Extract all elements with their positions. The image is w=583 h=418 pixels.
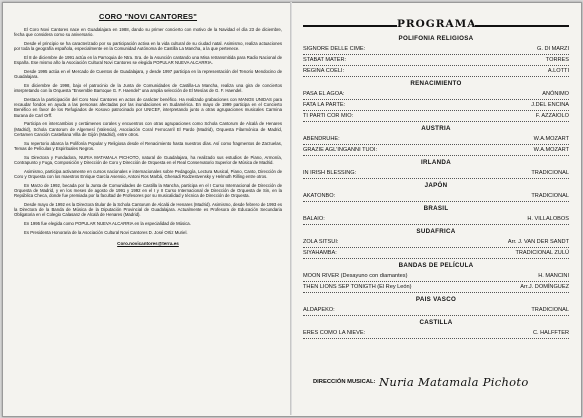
composer: G. DI MARZI: [536, 46, 569, 52]
bio-paragraph: En diciembre de 1998, bajo el patrocinio de la Junta de Comunidades de Castilla-La Mancha, realiza una gira de conciertos interpretando con la Orquesta "Ensemble Barroque G. F. Haendel" una amplia selección de El Mesías de G. F. Haendel.: [14, 83, 282, 94]
program-item: [303, 282, 569, 293]
section-heading: BRASIL: [423, 205, 449, 212]
program-item: [303, 145, 569, 156]
bio-text: [14, 27, 282, 235]
work-title: ZOLA SITSUI:: [303, 239, 339, 245]
program-page: [303, 18, 569, 410]
section-heading: BANDAS DE PELÍCULA: [398, 262, 474, 269]
composer: Arr.J. DOMÍNGUEZ: [520, 284, 569, 290]
program-item: [303, 89, 569, 100]
work-title: BALAIO:: [303, 216, 325, 222]
bio-paragraph: Su Directora y Fundadora, NURIA MATAMALA PICHOTO, natural de Guadalajara, ha realizado sus estudios de Piano, Armonía, Contrapunto y Fuga, Composición y Dirección de Coro y Dirección de Orquesta en el Real Conservatorio Superior de Música de Madrid.: [14, 154, 282, 165]
director-block: [313, 375, 569, 405]
program-item: [303, 66, 569, 77]
bio-paragraph: Desde el principio se ha caracterizado por su participación activa en la vida cultural de su ciudad natal. Asimismo, realiza actuaciones por toda la geografía española, especialmente en la Comunidad Autónoma de Castilla La Mancha, a la que pertenece.: [14, 41, 282, 52]
work-title: IN IRISH BLESSING:: [303, 170, 357, 176]
bio-paragraph: El 8 de diciembre de 1991 actúa en la Parroquia de Ntra. Sra. de la Asunción cantando una Misa retransmitida para Radio Nacional de España. Ese mismo año la Asociación Cultural Novi Cantores se elegida POPULAR NUEVA ALCARRIA.: [14, 55, 282, 66]
composer: J.DEL ENCINA: [531, 102, 569, 108]
section-heading: PAIS VASCO: [415, 296, 457, 303]
title-rule-left: [303, 25, 399, 27]
bio-paragraph: El Coro Novi Cantores nace en Guadalajara en 1988, dando su primer concierto con motivo de la Navidad el día 23 de diciembre, fecha que considera como su aniversario.: [14, 27, 282, 38]
program-title: PROGRAMA: [397, 18, 477, 30]
section-heading: CASTILLA: [419, 319, 453, 326]
bio-paragraph: Su repertorio abarca la Polifonía Popular y Religiosa desde el Renacimiento hasta nuestros días. Así como fragmentos de Zarzuelas, Temas de Películas y Espirituales Negros.: [14, 140, 282, 151]
composer: ANÓNIMO: [542, 91, 569, 97]
composer: TRADICIONAL: [531, 307, 569, 313]
composer: C. HALFFTER: [532, 330, 569, 336]
title-rule-right: [473, 25, 569, 27]
work-title: ABENDRUHE:: [303, 136, 340, 142]
bio-paragraph: Desde mayo de 1992 es la Directora titular de la Schola Cantorum de Alcalá de Henares (Madrid). Asimismo, desde febrero de 1993 es la Directora de la Banda de Música de la Diputación Provincial de Guadalajara. Actualmente es Profesora de Educación Secundaria Obligatoria en el Colegio Calasanz de Alcalá de Henares (Madrid).: [14, 201, 282, 218]
composer: TORRES: [545, 57, 569, 63]
program-item: [303, 168, 569, 179]
bio-paragraph: Asimismo, participa activamente en cursos nacionales e internacionales sobre Pedagogía, Lectura Musical, Piano, Canto, Dirección de Coro y Orquesta con los maestros Enrique García Asensio, Antoni Ros Marbá, Ghenadi Rodzestvensky y Helmuth Rilling entre otros.: [14, 168, 282, 179]
program-item: [303, 271, 569, 282]
program-item: [303, 55, 569, 66]
program-title-bar: [303, 18, 569, 32]
work-title: STABAT MATER:: [303, 57, 347, 63]
bio-paragraph: Destaca la participación del Coro Novi Cantores en actos de carácter benéfico. Ha realizado grabaciones con MANOS UNIDAS para recaudar fondos en ayuda a las personas afectadas por las inundaciones en Sudamérica. En mayo de 1999 participa en el Concierto Benéfico en favor de los Refugiados de Kosovo patrocinado por UNICEF, interpretando junto a otras agrupaciones musicales Carmina Burana de Carl Orff.: [14, 97, 282, 118]
work-title: PASA EL AGOA:: [303, 91, 345, 97]
page-fold: [290, 2, 292, 415]
composer: TRADICIONAL: [531, 193, 569, 199]
work-title: AKATONBO:: [303, 193, 336, 199]
work-title: ERES COMO LA NIEVE:: [303, 330, 366, 336]
program-item: [303, 237, 569, 248]
program-sections: [303, 34, 569, 341]
program-item: [303, 328, 569, 339]
work-title: REGINA COELI:: [303, 68, 345, 74]
composer: A.LOTTI: [547, 68, 569, 74]
program-item: [303, 111, 569, 122]
composer: H. MANCINI: [538, 273, 569, 279]
program-item: [303, 191, 569, 202]
bio-paragraph: Desde 1995 actúa en el Mercado de Cuentos de Guadalajara, y desde 1997 participa en la representación del Tenorio Mendocino de Guadalajara.: [14, 69, 282, 80]
choir-email[interactable]: Coro.novicantores@terra.es: [117, 241, 179, 247]
section-spacer: [303, 339, 569, 341]
bio-paragraph: Participa en intercambios y certámenes corales y encuentros con otras agrupaciones como Schola Cantorum de Alcalá de Henares (Madrid), Schola Cantorum de Algemesí (Valencia), Asociación Coral Ferrocarril El Pardo (Madrid), Orquesta Filarmónica de Madrid, Certamen Canción Castellana Villa de Gijón (Madrid), entre otros.: [14, 121, 282, 137]
section-heading: AUSTRIA: [421, 125, 451, 132]
choir-bio-page: [14, 12, 282, 408]
program-item: [303, 44, 569, 55]
section-heading: RENACIMIENTO: [410, 80, 462, 87]
program-item: [303, 305, 569, 316]
composer: W.A.MOZART: [533, 136, 569, 142]
director-signature: Nuria Matamala Pichoto: [379, 375, 529, 389]
composer: F. AZZAIOLO: [535, 113, 569, 119]
composer: TRADICIONAL: [531, 170, 569, 176]
section-heading: SUDAFRICA: [416, 228, 456, 235]
composer: H. VILLALOBOS: [527, 216, 569, 222]
work-title: TI PARTI COR MIO:: [303, 113, 354, 119]
composer: Arr. J. VAN DER SANDT: [507, 239, 569, 245]
section-heading: POLIFONIA RELIGIOSA: [398, 35, 474, 42]
work-title: MOON RIVER (Desayuno con diamantes): [303, 273, 408, 279]
work-title: GRAZIE AGL'INGANNI TUOI:: [303, 147, 378, 153]
composer: W.A.MOZART: [533, 147, 569, 153]
program-item: [303, 134, 569, 145]
section-heading: IRLANDA: [421, 159, 451, 166]
composer: TRADICIONAL ZULÚ: [515, 250, 569, 256]
choir-title: CORO "NOVI CANTORES": [98, 12, 198, 21]
work-title: THEN LIONS SEP TONIGTH (El Rey León): [303, 284, 412, 290]
bio-paragraph: En Marzo de 1992, becada por la Junta de Comunidades de Castilla la Mancha, participa en el I Curso Internacional de Dirección de Orquesta de Madrid, y en los meses de agosto de 1991 y 1992 en el I y II Curso Internacional de Dirección de Orquesta de Sin, en la República Checa, donde fue premiada por la facultad de Profesores por su musicalidad y técnica de Dirección de Orquesta.: [14, 182, 282, 199]
work-title: ALDAPEKO:: [303, 307, 335, 313]
bio-paragraph: Es Presidenta Honoraria de la Asociación Cultural Novi Cantores D. José Ortiz Muriel.: [24, 229, 188, 235]
section-heading: JAPÓN: [424, 182, 448, 189]
work-title: FATA LA PARTE:: [303, 102, 346, 108]
director-label: DIRECCIÓN MUSICAL:: [313, 379, 376, 385]
work-title: SIYAHAMBA:: [303, 250, 337, 256]
program-item: [303, 214, 569, 225]
work-title: SIGNORE DELLE CIME:: [303, 46, 366, 52]
bio-paragraph: En 1995 fue elegida como POPULAR NUEVA ALCARRIA en la especialidad de Música.: [24, 221, 191, 227]
program-item: [303, 248, 569, 259]
program-item: [303, 100, 569, 111]
